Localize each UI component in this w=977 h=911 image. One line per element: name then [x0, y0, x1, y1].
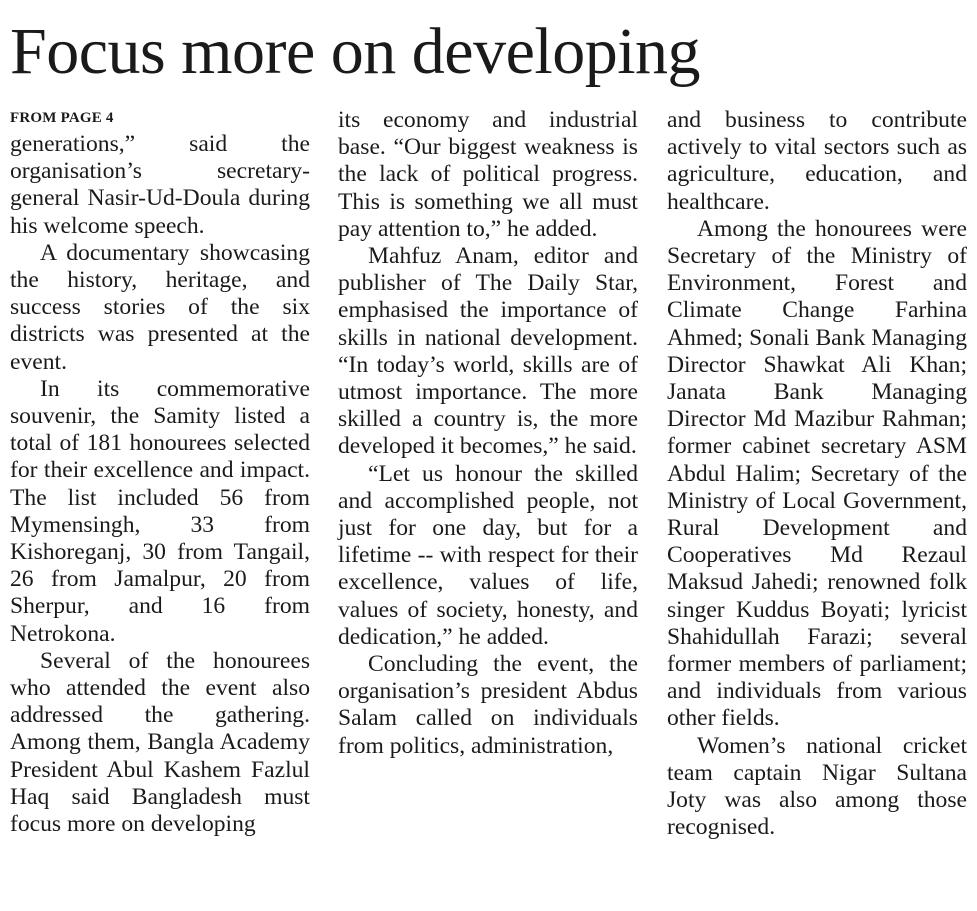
paragraph: its economy and industrial base. “Our biggest weakness is the lack of political progress. This is something we all must pay attention to,” he added. [338, 107, 638, 242]
paragraph: generations,” said the organisation’s secretary-general Nasir-Ud-Doula during his welcome speech. [10, 131, 310, 239]
paragraph: In its commemorative souvenir, the Samity listed a total of 181 honourees selected for their excellence and impact. The list included 56 from Mymensingh, 33 from Kishoreganj, 30 from Tangail, 26 from Jamalpur, 20 from Sherpur, and 16 from Netrokona. [10, 375, 310, 647]
paragraph: Women’s national cricket team captain Nigar Sultana Joty was also among those recognised. [667, 732, 967, 841]
paragraph: and business to contribute actively to vital sectors such as agriculture, education, and healthcare. [667, 107, 967, 215]
paragraph: Concluding the event, the organisation’s president Abdus Salam called on individuals from politics, administration, [338, 651, 638, 759]
column-3 [667, 107, 967, 841]
paragraph: Mahfuz Anam, editor and publisher of The Daily Star, emphasised the importance of skills in national development. “In today’s world, skills are of utmost importance. The more skilled a country is, the more developed it becomes,” he said. [338, 243, 638, 460]
paragraph: “Let us honour the skilled and accomplished people, not just for one day, but for a lifetime -- with respect for their excellence, values of life, values of society, honesty, and dedication,” he added. [338, 460, 638, 650]
article-body [10, 107, 968, 841]
column-1 [10, 107, 310, 841]
continued-from-kicker: FROM PAGE 4 [10, 110, 114, 126]
headline: Focus more on developing [10, 15, 701, 88]
paragraph: A documentary showcasing the history, heritage, and success stories of the six districts was presented at the event. [10, 239, 310, 375]
paragraph: Several of the honourees who attended the event also addressed the gathering. Among them, Bangla Academy President Abul Kashem Fazlul Haq said Bangladesh must focus more on developing [10, 647, 310, 838]
column-2 [338, 107, 638, 841]
paragraph: Among the honourees were Secretary of the Ministry of Environment, Forest and Climate Change Farhina Ahmed; Sonali Bank Managing Director Shawkat Ali Khan; Janata Bank Managing Director Md Mazibur Rahman; former cabinet secretary ASM Abdul Halim; Secretary of the Ministry of Local Government, Rural Development and Cooperatives Md Rezaul Maksud Jahedi; renowned folk singer Kuddus Boyati; lyricist Shahidullah Farazi; several former members of parliament; and individuals from various other fields. [667, 215, 967, 732]
